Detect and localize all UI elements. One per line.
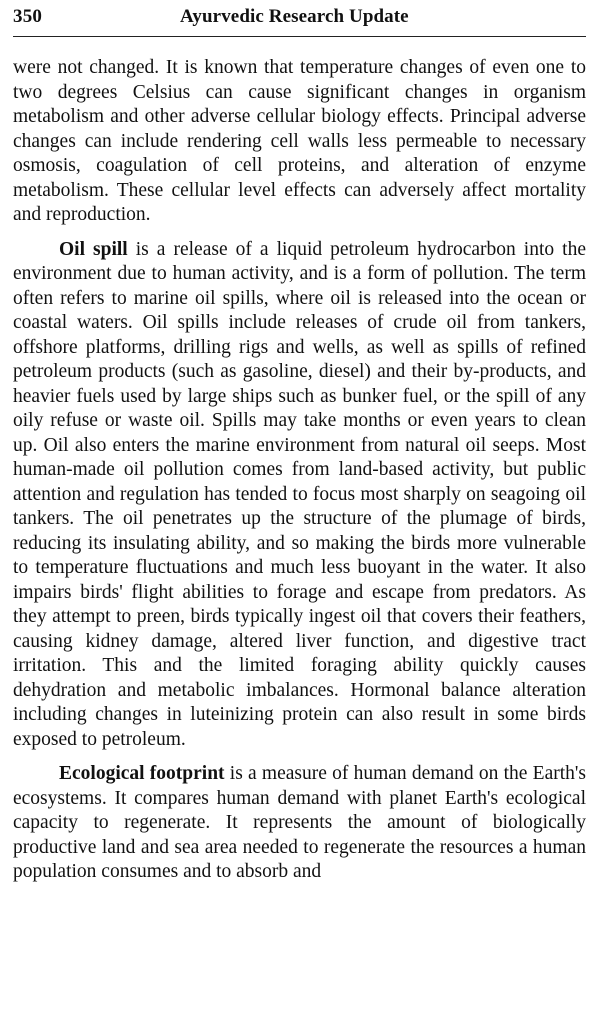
page-header xyxy=(13,0,586,37)
book-page xyxy=(13,0,586,1013)
paragraph-oil-spill xyxy=(13,238,586,753)
page-number: 350 xyxy=(13,6,43,27)
term-heading: Ecological footprint xyxy=(59,763,225,784)
paragraph-text: is a measure of human demand on the Earth's ecosystems. It compares human demand with planet Earth's ecological capacity to regenerate. It represents the amount of biologically productive land and sea area needed to regenerate the resources a human population consumes and to absorb and xyxy=(13,763,586,882)
paragraph-continuation xyxy=(13,56,586,228)
paragraph-text: is a release of a liquid petroleum hydrocarbon into the environment due to human activity, and is a form of pollution. The term often refers to marine oil spills, where oil is released into the ocean or coastal waters. Oil spills include releases of crude oil from tankers, offshore platforms, drilling rigs and wells, as well as spills of refined petroleum products (such as gasoline, diesel) and their by-products, and heavier fuels used by large ships such as bunker fuel, or the spill of any oily refuse or waste oil. Spills may take months or even years to clean up. Oil also enters the marine environment from natural oil seeps. Most human-made oil pollution comes from land-based activity, but public attention and regulation has tended to focus most sharply on seagoing oil tankers. The oil penetrates up the structure of the plumage of birds, reducing its insulating ability, and so making the birds more vulnerable to temperature fluctuations and much less buoyant in the water. It also impairs birds' flight abilities to forage and escape from predators. As they attempt to preen, birds typically ingest oil that covers their feathers, causing kidney damage, altered liver function, and digestive tract irritation. This and the limited foraging ability quickly causes dehydration and metabolic imbalances. Hormonal balance alteration including changes in luteinizing protein can also result in some birds exposed to petroleum. xyxy=(13,238,586,750)
term-heading: Oil spill xyxy=(59,238,128,260)
body-text xyxy=(13,56,586,885)
paragraph-ecological-footprint xyxy=(13,762,586,885)
paragraph-text: were not changed. It is known that temperature changes of even one to two degrees Celsius can cause significant changes in organism metabolism and other adverse cellular biology effects. Principal adverse changes can include rendering cell walls less permeable to necessary osmosis, coagulation of cell proteins, and alteration of enzyme metabolism. These cellular level effects can adversely affect mortality and reproduction. xyxy=(13,57,586,225)
running-title: Ayurvedic Research Update xyxy=(180,6,409,27)
